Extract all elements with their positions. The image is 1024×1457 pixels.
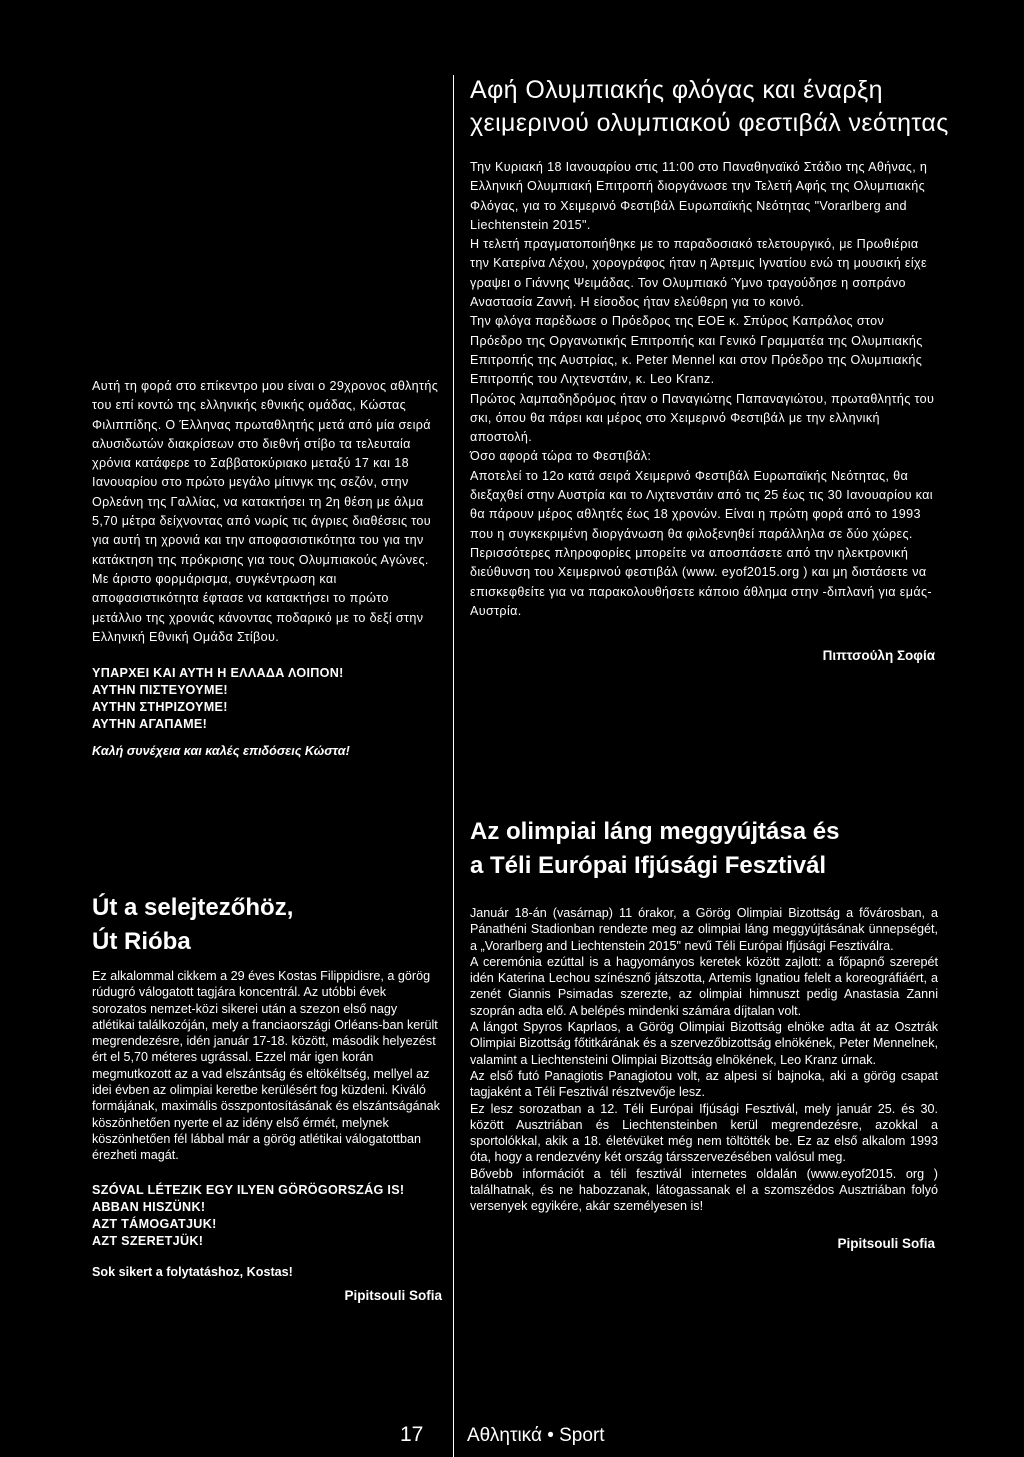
author-signature: Pipitsouli Sofia (837, 1235, 935, 1251)
greek-article-title (470, 74, 970, 140)
title-line-1: Az olimpiai láng meggyújtása és (470, 818, 840, 845)
paragraph: A lángot Spyros Kaprlaos, a Görög Olimpiai Bizottság elnöke adta át az Osztrák Olimpiai Bizottság főtitkárának és a szervezőbizottság elnökének, Peter Mennelnek, valamint a Liechtensteini Olimpiai Bizottság elnökének, Leo Kranz úrnak. (470, 1020, 938, 1067)
slogan-line: SZÓVAL LÉTEZIK EGY ILYEN GÖRÖGORSZÁG IS! (92, 1182, 405, 1197)
paragraph: Ez lesz sorozatban a 12. Téli Európai Ifjúsági Fesztivál, mely január 25. és 30. között Ausztriában és Liechtensteinben kerül megrendezésre, azokkal a sportolókkal, akik a 18. életévüket még nem töltötték be. Ez az első alkalom 1993 óta, hogy a rendezvény két ország társszervezésében valósul meg. (470, 1101, 938, 1165)
paragraph: A ceremónia ezúttal is a hagyományos keretek között zajlott: a főpapnő szerepét idén Katerina Lechou színésznő játszotta, Artemis Ignatiou felelt a koreográfiáért, a zenét Giannis Psimadas szerezte, az olimpiai himnuszt pedig Anastasia Zanni szoprán adta elő. A belépés mindenki számára díjtalan volt. (470, 954, 938, 1018)
author-signature: Πιπτσούλη Σοφία (822, 648, 935, 664)
column-divider (453, 75, 454, 1457)
paragraph: Ez alkalommal cikkem a 29 éves Kostas Filippidisre, a görög rúdugró válogatott tagjára koncentrál. Az utóbbi évek sorozatos nemzet-közi sikerei után a szezon első nagy atlétikai találkozóján, mely a franciaországi Orléans-ban került megrendezésre, idén január 17-18. között, második helyezést ért el 5,70 méteres ugrással. Ezzel már igen korán megmutkozott az a vad elszántság és eltökéltség, mellyel az idei évben az olimpiai keretbe kerülésért fog küzdeni. Kiváló formájának, maximális összpontosításának és elszántságának köszönhetően nyerte el az idény első érmét, melynek köszönhetően fél lábbal már a görög atlétikai válogatottban érezheti magát. (92, 969, 440, 1163)
slogan-line: ΑΥΤΗΝ ΠΙΣΤΕΥΟΥΜΕ! (92, 683, 228, 698)
hungarian-festival-title (470, 815, 950, 883)
paragraph: Την Κυριακή 18 Ιανουαρίου στις 11:00 στο Παναθηναϊκό Στάδιο της Αθήνας, η Ελληνική Ολυμπιακή Επιτροπή διοργάνωσε την Τελετή Αφής της Ολυμπιακής Φλόγας, για το Χειμερινό Φεστιβάλ Ευρωπαϊκής Νεότητας "Vorarlberg and Liechtenstein 2015". (470, 160, 928, 232)
slogan-line: ΑΥΤΗΝ ΑΓΑΠΑΜΕ! (92, 717, 208, 732)
slogan-line: ABBAN HISZÜNK! (92, 1199, 206, 1214)
title-line-2: χειμερινού ολυμπιακού φεστιβάλ νεότητας (470, 109, 949, 137)
paragraph: Πρώτος λαμπαδηδρόμος ήταν ο Παναγιώτης Παπαναγιώτου, πρωταθλητής του σκι, όπου θα πάρει και μέρος στο Χειμερινό Φεστιβάλ με την ελληνική αποστολή. (470, 391, 935, 445)
title-line-2: Út Rióba (92, 928, 191, 955)
paragraph: Αυτή τη φορά στο επίκεντρο μου είναι ο 29χρονος αθλητής του επί κοντώ της ελληνικής εθνικής ομάδας, Κώστας Φιλιππίδης. Ο Έλληνας πρωταθλητής μετά από μία σειρά αλυσιδωτών διακρίσεων στο διεθνή στίβο τα τελευταία χρόνια κατάφερε το Σαββατοκύριακο μεταξύ 17 και 18 Ιανουαρίου στο πρώτο μεγάλο μίτινγκ της σεζόν, στην Ορλεάνη της Γαλλίας, να κατακτήσει τη 2η θέση με άλμα 5,70 μέτρα δείχνοντας από νωρίς τις άγριες διαθέσεις του για αυτή τη χρονιά και την αποφασιστικότητα του για την κατάκτηση της πρόκρισης για τους Ολυμπιακούς Αγώνες. (92, 379, 439, 567)
greek-article-body (470, 158, 938, 665)
paragraph: Περισσότερες πληροφορίες μπορείτε να αποσπάσετε από την ηλεκτρονική διεύθυνση του Χειμερινού φεστιβάλ (www. eyof2015.org ) και μη διστάσετε να επισκεφθείτε για να παρακολουθήσετε κάποιο άθλημα στην -διπλανή για εμάς- Αυστρία. (470, 545, 932, 618)
greek-athlete-article (92, 377, 442, 760)
slogan-line: AZT SZERETJÜK! (92, 1233, 204, 1248)
paragraph: Όσο αφορά τώρα το Φεστιβάλ: (470, 449, 652, 464)
title-line-1: Αφή Ολυμπιακής φλόγας και έναρξη (470, 76, 883, 104)
paragraph: Με άριστο φορμάρισμα, συγκέντρωση και αποφασιστικότητα έφτασε να κατακτήσει το πρώτο μετάλλιο της χρονιάς κάνοντας ποδαρικό με το δεξί στην Ελληνική Εθνική Ομάδα Στίβου. (92, 571, 424, 644)
paragraph: Bővebb információt a téli fesztivál internetes oldalán (www.eyof2015. org ) találhatnak, és ne habozzanak, látogassanak el a szomszédos Ausztriában folyó versenyek egyikére, akár személyesen is! (470, 1166, 938, 1214)
paragraph: Január 18-án (vasárnap) 11 órakor, a Görög Olimpiai Bizottság a fővárosban, a Pánathéni Stadionban rendezte meg az olimpiai láng meggyújtásának ünnepségét, a „Vorarlberg and Liechtenstein 2015" nevű Téli Európai Ifjúsági Fesztiválra. (470, 906, 938, 953)
hungarian-athlete-article (92, 968, 442, 1305)
paragraph: Az első futó Panagiotis Panagiotou volt, az alpesi sí bajnoka, aki a görög csapat tagjaként a Téli Fesztivál résztvevője lesz. (470, 1068, 938, 1100)
section-label: Αθλητικά • Sport (467, 1425, 605, 1446)
title-line-2: a Téli Európai Ifjúsági Fesztivál (470, 852, 827, 879)
page-number: 17 (400, 1423, 424, 1446)
hungarian-athlete-title (92, 891, 442, 959)
paragraph: Η τελετή πραγματοποιήθηκε με το παραδοσιακό τελετουργικό, με Πρωθιέρια την Κατερίνα Λέχου, χορογράφος ήταν η Άρτεμις Ιγνατίου ενώ τη μουσική είχε γραψει ο Γιάννης Ψειμάδας. Τον Ολυμπιακό Ύμνο τραγούδησε η σοπράνο Αναστασία Ζαννή. Η είσοδος ήταν ελεύθερη για το κοινό. (470, 237, 927, 310)
title-line-1: Út a selejtezőhöz, (92, 894, 294, 921)
closing-line: Sok sikert a folytatáshoz, Kostas! (92, 1264, 293, 1279)
slogan-line: ΑΥΤΗΝ ΣΤΗΡΙΖΟΥΜΕ! (92, 700, 228, 715)
paragraph: Αποτελεί το 12ο κατά σειρά Χειμερινό Φεστιβάλ Ευρωπαϊκής Νεότητας, θα διεξαχθεί στην Αυστρία και το Λιχτενστάιν από τις 25 έως τις 30 Ιανουαρίου και θα πάρουν μέρος αθλητές έως 18 χρονών. Είναι η πρώτη φορά από το 1993 που η συγκεκριμένη διοργάνωση θα φιλοξενηθεί παράλληλα σε δύο χώρες. (470, 468, 933, 541)
hungarian-festival-article (470, 905, 938, 1253)
slogan-line: ΥΠΑΡΧΕΙ ΚΑΙ ΑΥΤΗ Η ΕΛΛΑΔΑ ΛΟΙΠΟΝ! (92, 666, 344, 681)
closing-line: Καλή συνέχεια και καλές επιδόσεις Κώστα! (92, 744, 350, 759)
paragraph: Την φλόγα παρέδωσε ο Πρόεδρος της ΕΟΕ κ. Σπύρος Καπράλος στον Πρόεδρο της Οργανωτικής Επιτροπής και Γενικό Γραμματέα της Ολυμπιακής Επιτροπής της Αυστρίας, κ. Peter Mennel και στον Πρόεδρο της Ολυμπιακής Επιτροπής του Λιχτενστάιν, κ. Leo Kranz. (470, 314, 923, 387)
slogan-line: AZT TÁMOGATJUK! (92, 1216, 217, 1231)
author-signature: Pipitsouli Sofia (344, 1287, 442, 1303)
